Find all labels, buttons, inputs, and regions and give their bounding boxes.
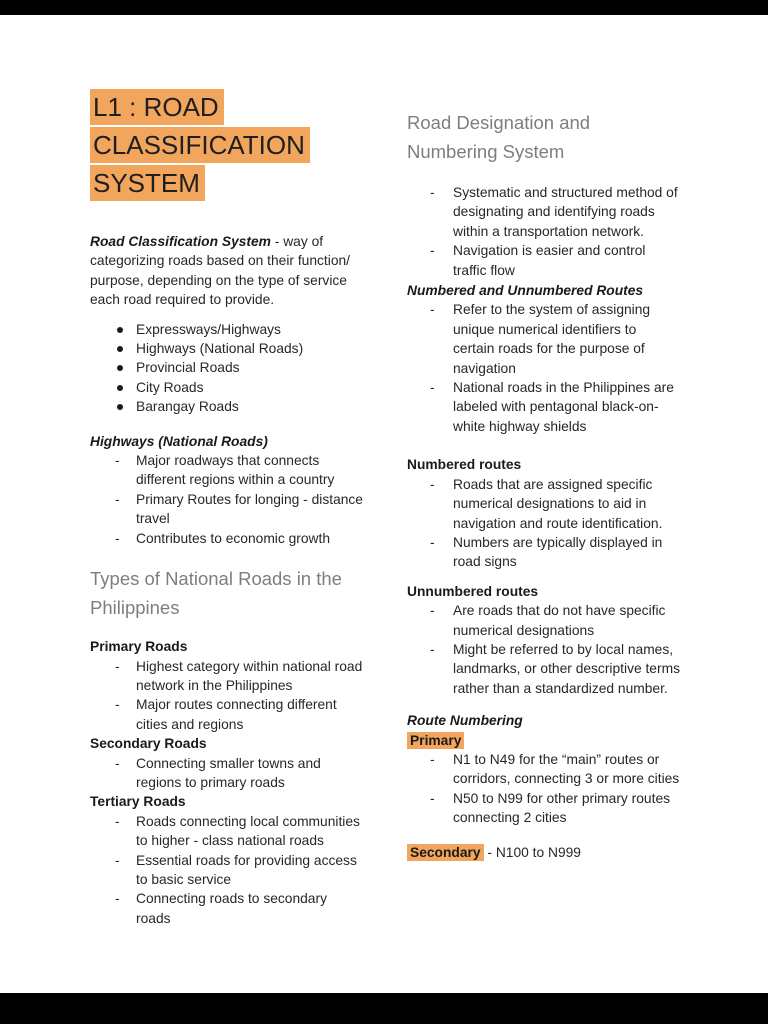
dash-marker: - [115, 453, 120, 469]
dash-marker: - [430, 380, 435, 396]
list-item [407, 640, 681, 698]
list-item [407, 750, 681, 789]
intro-lead: Road Classification System [90, 234, 271, 249]
list-item [407, 183, 681, 241]
list-item-text: Roads connecting local communities to higher - class national roads [136, 813, 360, 849]
dash-marker: - [115, 658, 120, 674]
designation-list [407, 183, 681, 280]
dash-marker: - [115, 813, 120, 829]
list-item-text: Connecting smaller towns and regions to primary roads [136, 755, 321, 790]
list-item [407, 601, 681, 640]
dash-marker: - [430, 243, 435, 259]
primary-numbering-list [407, 750, 681, 828]
unnumbered-routes-heading: Unnumbered routes [407, 583, 539, 599]
dash-marker: - [430, 603, 435, 619]
dash-marker: - [115, 491, 120, 507]
primary-label-line [407, 731, 681, 750]
primary-roads-list [90, 657, 366, 735]
list-item-text: Provincial Roads [136, 360, 240, 376]
unnumbered-routes-list [407, 601, 681, 698]
list-item-text: Highways (National Roads) [136, 341, 304, 357]
page-title [90, 88, 366, 202]
dash-marker: - [115, 852, 120, 868]
dash-marker: - [115, 891, 120, 907]
primary-label: Primary [407, 732, 464, 749]
highways-heading: Highways (National Roads) [90, 433, 268, 449]
highways-list [90, 451, 366, 548]
list-item [407, 533, 681, 572]
bullet-icon [90, 397, 136, 410]
bullet-icon [90, 358, 136, 371]
list-item-text: Roads that are assigned specific numerical designations to aid in navigation and route identification. [453, 476, 663, 531]
route-numbering-heading: Route Numbering [407, 713, 523, 729]
numbered-unnumbered-list [407, 300, 681, 436]
title-highlight: L1 : ROAD [90, 89, 224, 125]
list-item-text: Systematic and structured method of designating and identifying roads within a transportation network. [453, 185, 678, 239]
dash-marker: - [430, 476, 435, 492]
list-item-text: N50 to N99 for other primary routes connecting 2 cities [453, 790, 671, 826]
list-item-text: Major routes connecting different cities and regions [136, 697, 337, 732]
list-item [90, 812, 366, 851]
list-item [90, 339, 366, 358]
numbered-routes-heading: Numbered routes [407, 457, 522, 473]
list-item-text: National roads in the Philippines are labeled with pentagonal black-on-white highway shields [453, 380, 674, 434]
letterbox-top-bar [0, 0, 768, 15]
title-line [90, 88, 366, 126]
list-item-text: Major roadways that connects different regions within a country [136, 453, 335, 488]
left-column [90, 88, 366, 928]
list-item-text: Expressways/Highways [136, 321, 281, 337]
bullet-icon [90, 378, 136, 391]
list-item [407, 475, 681, 533]
secondary-roads-list [90, 754, 366, 793]
list-item [90, 657, 366, 696]
dash-marker: - [115, 755, 120, 771]
bullet-icon [90, 339, 136, 352]
list-item [90, 451, 366, 490]
list-item-text: Contributes to economic growth [136, 530, 331, 546]
list-item [90, 695, 366, 734]
tertiary-roads-heading: Tertiary Roads [90, 794, 186, 810]
list-item-text: Highest category within national road network in the Philippines [136, 658, 363, 693]
right-column [407, 108, 681, 862]
title-highlight: SYSTEM [90, 165, 205, 201]
list-item-text: Navigation is easier and control traffic flow [453, 243, 646, 278]
list-item-text: Numbers are typically displayed in road signs [453, 534, 663, 570]
dash-marker: - [115, 530, 120, 546]
list-item-text: Are roads that do not have specific numerical designations [453, 603, 666, 638]
road-types-list [90, 320, 366, 417]
numbered-routes-list [407, 475, 681, 572]
dash-marker: - [430, 302, 435, 318]
list-item [90, 490, 366, 529]
dash-marker: - [430, 185, 435, 200]
dash-marker: - [430, 790, 435, 806]
designation-heading: Road Designation and Numbering System [407, 112, 591, 162]
list-item-text: N1 to N49 for the “main” routes or corridors, connecting 3 or more cities [453, 751, 680, 787]
list-item [407, 789, 681, 828]
list-item-text: Primary Routes for longing - distance travel [136, 491, 363, 527]
dash-marker: - [115, 697, 120, 713]
list-item-text: Might be referred to by local names, landmarks, or other descriptive terms rather than a standardized number. [453, 641, 680, 696]
title-highlight: CLASSIFICATION [90, 127, 310, 163]
letterbox-bottom-bar [0, 993, 768, 1024]
types-heading: Types of National Roads in the Philippines [90, 568, 342, 619]
list-item [90, 320, 366, 339]
dash-marker: - [430, 641, 435, 657]
list-item-text: Barangay Roads [136, 399, 239, 415]
secondary-numbering-line [407, 843, 681, 862]
bullet-icon [90, 320, 136, 333]
secondary-range-text: - N100 to N999 [483, 844, 581, 860]
list-item [90, 397, 366, 416]
list-item [90, 754, 366, 793]
list-item [407, 300, 681, 378]
dash-marker: - [430, 534, 435, 550]
list-item [90, 889, 366, 928]
list-item-text: Refer to the system of assigning unique numerical identifiers to certain roads for the purpose of navigation [453, 302, 651, 376]
list-item [407, 378, 681, 436]
list-item [407, 241, 681, 280]
intro-paragraph [90, 232, 366, 310]
list-item-text: Connecting roads to secondary roads [136, 891, 327, 926]
intro-body: - way of categorizing roads based on their function/ purpose, depending on the type of service each road required to provide. [90, 234, 351, 308]
secondary-label: Secondary [407, 844, 484, 861]
title-line [90, 126, 366, 164]
list-item-text: City Roads [136, 379, 204, 395]
list-item [90, 529, 366, 548]
list-item [90, 378, 366, 397]
title-line [90, 164, 366, 202]
list-item [90, 358, 366, 377]
list-item-text: Essential roads for providing access to basic service [136, 852, 357, 887]
tertiary-roads-list [90, 812, 366, 928]
dash-marker: - [430, 751, 435, 767]
primary-roads-heading: Primary Roads [90, 639, 188, 655]
list-item [90, 851, 366, 890]
numbered-unnumbered-heading: Numbered and Unnumbered Routes [407, 283, 644, 299]
secondary-roads-heading: Secondary Roads [90, 736, 207, 752]
